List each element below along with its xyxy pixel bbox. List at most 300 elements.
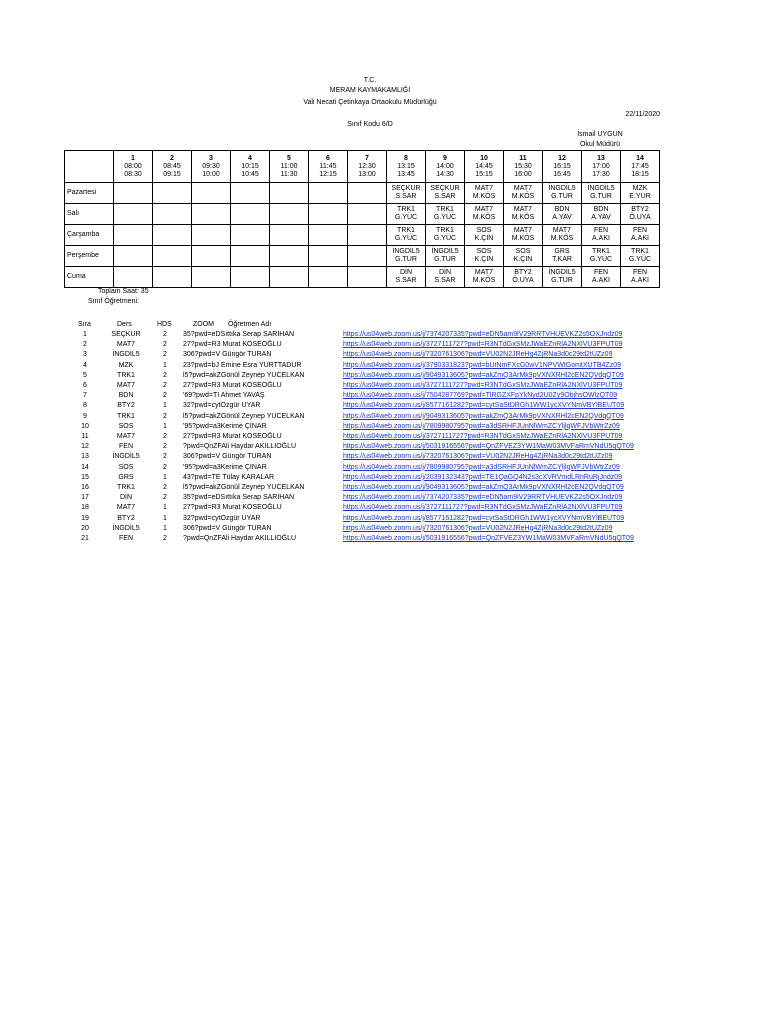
- period-num: 9: [443, 154, 447, 162]
- lesson-cell: [504, 183, 543, 204]
- lesson-teacher: E.YUR: [629, 193, 651, 200]
- lesson-cell: [309, 267, 348, 288]
- row-hours: 2: [163, 371, 167, 379]
- row-number: 6: [83, 382, 87, 389]
- row-zoom-teacher: l5?pwd=akZGönül Zeynep YÜCELKAN: [183, 371, 305, 379]
- row-number: 11: [81, 433, 89, 440]
- lesson-cell: [387, 183, 426, 204]
- lesson-code: TRK1: [397, 227, 415, 234]
- lesson-code: FEN: [594, 227, 608, 234]
- row-hours: 2: [163, 382, 167, 389]
- zoom-link[interactable]: https://us04web.zoom.us/j/7809980795?pwd=a3dSRHFJUnNlWmZCYljlqWFJVbWtrZz09: [343, 463, 620, 471]
- lesson-code: BDN: [593, 206, 609, 213]
- lesson-cell: [621, 183, 660, 204]
- lesson-code: TRK1: [436, 206, 454, 213]
- row-zoom-teacher: 27?pwd=R3 Murat KÖSEOĞLU: [183, 433, 282, 440]
- zoom-link[interactable]: https://us04web.zoom.us/j/3727111727?pwd=R3NTdGxSMzJWaEZnRlA2NXlVU3FPUT09: [343, 382, 623, 389]
- lesson-code: İNGDİL5: [587, 185, 615, 192]
- period-start: 10:15: [241, 162, 259, 170]
- zoom-link[interactable]: https://us04web.zoom.us/j/7320761306?pwd=VU02N2JReHg4ZjRNa3d0c29td2tUZz09: [343, 453, 613, 461]
- period-end: 18:15: [631, 170, 649, 178]
- row-hours: 1: [163, 402, 167, 410]
- day-name: Çarşamba: [65, 225, 114, 246]
- lesson-teacher: K.ÇIN: [513, 256, 533, 263]
- lesson-cell: [543, 204, 582, 225]
- lesson-cell: [465, 183, 504, 204]
- row-lesson: FEN: [119, 443, 133, 451]
- lesson-teacher: S.SAR: [395, 193, 417, 200]
- zoom-link[interactable]: https://us04web.zoom.us/j/3790331823?pwd=bUtNmFXcG0wV1NPVWtGomtXUTB4Zz09: [343, 361, 621, 369]
- row-hours: 1: [163, 514, 167, 522]
- row-lesson: MAT7: [116, 382, 136, 389]
- lesson-code: MAT7: [552, 227, 572, 234]
- row-zoom-teacher: 306?pwd=V Güngör TURAN: [183, 351, 272, 359]
- lesson-code: FEN: [594, 269, 608, 276]
- lesson-cell: [543, 225, 582, 246]
- row-number: 17: [81, 494, 89, 502]
- zoom-link[interactable]: https://us04web.zoom.us/j/9049313605?pwd=akZmQ3ArMk9pVXNXRHl2cEN2QVdqQT09: [343, 371, 624, 379]
- col-header-sira: Sıra: [78, 321, 91, 328]
- row-number: 20: [81, 524, 89, 532]
- row-number: 9: [83, 412, 87, 420]
- lesson-code: İNGDİL5: [392, 248, 420, 255]
- lesson-teacher: G.YÜC: [589, 256, 613, 263]
- period-num: 1: [131, 154, 135, 162]
- lesson-code: MAT7: [474, 206, 494, 213]
- row-lesson: GRS: [118, 473, 134, 481]
- lesson-code: DİN: [438, 269, 452, 276]
- period-header: [387, 151, 426, 183]
- lesson-teacher: A.AKI: [592, 277, 610, 284]
- period-start: 14:00: [436, 162, 454, 170]
- lesson-teacher: K.ÇIN: [474, 256, 494, 263]
- row-number: 8: [83, 402, 87, 410]
- lesson-cell: [504, 246, 543, 267]
- list-item: [0, 350, 768, 360]
- lesson-cell: [114, 246, 153, 267]
- lesson-teacher: G.TUR: [551, 193, 573, 200]
- header-tc: T.C.: [363, 77, 377, 84]
- period-start: 17:45: [631, 162, 649, 170]
- row-lesson: TRK1: [117, 371, 135, 379]
- lesson-code: TRK1: [397, 206, 415, 213]
- lesson-code: FEN: [633, 269, 647, 276]
- zoom-link[interactable]: https://us04web.zoom.us/j/7374207335?pwd=eDN5am9lV29RRTVHUEVKZ2s5OXJndz09: [343, 331, 623, 338]
- period-start: 11:00: [280, 162, 298, 170]
- lesson-cell: [192, 225, 231, 246]
- class-teacher-label: Sınıf Öğretmeni:: [88, 298, 139, 305]
- lesson-cell: [621, 204, 660, 225]
- zoom-link[interactable]: https://us04web.zoom.us/j/7320761306?pwd=VU02N2JReHg4ZjRNa3d0c29td2tUZz09: [343, 351, 613, 359]
- row-lesson: MAT7: [116, 341, 136, 349]
- row-zoom-teacher: '95?pwd=a3Kerime ÇINAR: [183, 422, 267, 430]
- list-item: [0, 330, 768, 340]
- lesson-teacher: M.KÖS: [472, 277, 496, 284]
- row-number: 2: [83, 341, 87, 349]
- row-lesson: MAT7: [116, 433, 136, 440]
- zoom-link[interactable]: https://us04web.zoom.us/j/7809980795?pwd=a3dSRHFJUnNlWmZCYljlqWFJVbWtrZz09: [343, 422, 620, 430]
- list-item: [0, 524, 768, 534]
- row-zoom-teacher: 27?pwd=R3 Murat KÖSEOĞLU: [183, 341, 282, 349]
- period-num: 10: [480, 154, 488, 162]
- row-number: 15: [81, 473, 89, 481]
- period-start: 14:45: [475, 162, 493, 170]
- period-num: 5: [287, 154, 291, 162]
- lesson-cell: [231, 204, 270, 225]
- lesson-cell: [582, 225, 621, 246]
- lesson-teacher: G.YÜC: [394, 235, 418, 242]
- lesson-cell: [543, 183, 582, 204]
- lesson-cell: [387, 246, 426, 267]
- lesson-cell: [231, 183, 270, 204]
- lesson-code: TRK1: [631, 248, 649, 255]
- period-end: 16:00: [514, 170, 532, 178]
- day-name: Cuma: [65, 267, 114, 288]
- lesson-code: SEÇKUR: [430, 185, 460, 192]
- row-lesson: BDN: [118, 392, 134, 400]
- lesson-teacher: T.KAR: [552, 256, 572, 263]
- zoom-link[interactable]: https://us04web.zoom.us/j/9049313605?pwd=akZmQ3ArMk9pVXNXRHl2cEN2QVdqQT09: [343, 412, 624, 420]
- lesson-code: MAT7: [513, 185, 533, 192]
- row-zoom-teacher: 43?pwd=TE Tülay KARALAR: [183, 473, 275, 481]
- lesson-code: BTY2: [514, 269, 532, 276]
- period-end: 13:45: [397, 170, 415, 178]
- period-num: 8: [404, 154, 408, 162]
- lesson-cell: [504, 267, 543, 288]
- row-number: 4: [83, 361, 87, 369]
- list-item: [0, 473, 768, 483]
- period-num: 7: [365, 154, 369, 162]
- lesson-teacher: Ö.UYA: [629, 214, 651, 221]
- document-date: 22/11/2020: [625, 111, 660, 118]
- lesson-teacher: M.KÖS: [472, 193, 496, 200]
- period-header: [543, 151, 582, 183]
- lesson-teacher: M.KÖS: [511, 193, 535, 200]
- list-item: [0, 514, 768, 524]
- period-start: 16:15: [553, 162, 571, 170]
- row-number: 12: [81, 443, 89, 451]
- lesson-code: MAT7: [513, 227, 533, 234]
- col-header-zoom: ZOOM: [193, 321, 214, 328]
- row-hours: 2: [163, 443, 167, 451]
- lesson-teacher: A.YAV: [552, 214, 572, 221]
- lesson-cell: [270, 183, 309, 204]
- lesson-code: SEÇKUR: [391, 185, 421, 192]
- row-hours: 2: [163, 392, 167, 400]
- period-num: 13: [597, 154, 605, 162]
- lesson-cell: [309, 183, 348, 204]
- row-hours: 2: [163, 463, 167, 471]
- row-hours: 1: [163, 504, 167, 512]
- lesson-cell: [114, 267, 153, 288]
- row-hours: 2: [163, 351, 167, 359]
- period-end: 16:45: [553, 170, 571, 178]
- row-lesson: BTY2: [117, 402, 135, 410]
- row-lesson: İNGDİL5: [112, 524, 140, 532]
- lesson-teacher: G.TUR: [395, 256, 417, 263]
- corner-cell: [65, 151, 114, 183]
- zoom-link[interactable]: https://us04web.zoom.us/j/7320761306?pwd=VU02N2JReHg4ZjRNa3d0c29td2tUZz09: [343, 524, 613, 532]
- period-end: 13:00: [358, 170, 376, 178]
- period-start: 09:30: [202, 162, 220, 170]
- row-lesson: TRK1: [117, 484, 135, 491]
- lesson-cell: [192, 267, 231, 288]
- list-item: [0, 412, 768, 422]
- zoom-link[interactable]: https://us04web.zoom.us/j/2039132343?pwd=TE1QaGQ4N2s3cXVRVmdLRnRuRjJndz09: [343, 473, 623, 481]
- row-number: 14: [81, 463, 89, 471]
- col-header-teacher: Öğretmen Adı: [228, 321, 272, 328]
- day-name: Salı: [65, 204, 114, 225]
- lesson-cell: [114, 225, 153, 246]
- day-row: [65, 204, 660, 225]
- period-start: 12:30: [358, 162, 376, 170]
- lesson-cell: [348, 225, 387, 246]
- lesson-cell: [348, 246, 387, 267]
- zoom-link[interactable]: https://us04web.zoom.us/j/7374207335?pwd=eDN5am9lV29RRTVHUEVKZ2s5OXJndz09: [343, 494, 623, 502]
- zoom-link[interactable]: https://us04web.zoom.us/j/3727111727?pwd=R3NTdGxSMzJWaEZnRlA2NXlVU3FPUT09: [343, 504, 623, 512]
- row-number: 13: [81, 453, 89, 461]
- lesson-code: DİN: [399, 269, 413, 276]
- row-lesson: FEN: [119, 535, 133, 542]
- list-item: [0, 452, 768, 462]
- lesson-cell: [114, 183, 153, 204]
- lesson-cell: [231, 225, 270, 246]
- day-row: [65, 183, 660, 204]
- row-lesson: İNGDİL5: [112, 453, 140, 461]
- lesson-code: MZK: [632, 185, 648, 192]
- lesson-teacher: G.YÜC: [433, 235, 457, 242]
- period-header: [114, 151, 153, 183]
- list-item: [0, 381, 768, 391]
- lesson-cell: [309, 246, 348, 267]
- row-hours: 2: [163, 433, 167, 440]
- lesson-cell: [387, 225, 426, 246]
- col-header-ders: Ders: [117, 321, 132, 328]
- lesson-teacher: S.SAR: [434, 193, 456, 200]
- lesson-teacher: S.SAR: [395, 277, 417, 284]
- lesson-teacher: K.ÇIN: [474, 235, 494, 242]
- lesson-code: BDN: [554, 206, 570, 213]
- lesson-cell: [426, 183, 465, 204]
- list-item: [0, 361, 768, 371]
- lesson-cell: [465, 225, 504, 246]
- period-header: [621, 151, 660, 183]
- row-lesson: MAT7: [116, 504, 136, 512]
- lesson-code: İNGDİL5: [548, 269, 576, 276]
- zoom-link[interactable]: https://us04web.zoom.us/j/8577161282?pwd=cytSaStDRGh1WW1ycXVYNmVBYlBEUT09: [343, 402, 625, 410]
- period-num: 2: [170, 154, 174, 162]
- row-zoom-teacher: l5?pwd=akZGönül Zeynep YÜCELKAN: [183, 412, 305, 420]
- period-start: 13:15: [397, 162, 415, 170]
- row-number: 1: [83, 331, 87, 338]
- list-item: [0, 340, 768, 350]
- zoom-link[interactable]: https://us04web.zoom.us/j/3727111727?pwd=R3NTdGxSMzJWaEZnRlA2NXlVU3FPUT09: [343, 341, 623, 349]
- lesson-cell: [582, 204, 621, 225]
- lesson-teacher: M.KÖS: [550, 235, 574, 242]
- row-number: 21: [81, 535, 89, 542]
- header-school: Vali Necati Çetinkaya Ortaokulu Müdürlüğü: [303, 99, 437, 106]
- row-number: 3: [83, 351, 87, 359]
- lesson-cell: [348, 183, 387, 204]
- zoom-link[interactable]: https://us04web.zoom.us/j/5031916556?pwd=QnZFVEZ3YW1MaW03MVFaRmVNdU5qQT09: [343, 443, 634, 451]
- row-hours: 2: [163, 331, 167, 338]
- lesson-teacher: A.YAV: [591, 214, 611, 221]
- lesson-code: İNGDİL5: [548, 185, 576, 192]
- lesson-teacher: G.YÜC: [394, 214, 418, 221]
- lesson-code: SOS: [476, 248, 492, 255]
- row-hours: 1: [163, 473, 167, 481]
- row-number: 18: [81, 504, 89, 512]
- row-zoom-teacher: 35?pwd=eDSıttıka Serap SARIHAN: [183, 331, 295, 338]
- day-row: [65, 246, 660, 267]
- period-end: 11:30: [280, 170, 298, 178]
- row-zoom-teacher: 27?pwd=R3 Murat KÖSEOĞLU: [183, 504, 282, 512]
- row-zoom-teacher: l5?pwd=akZGönül Zeynep YÜCELKAN: [183, 484, 305, 491]
- lesson-code: SOS: [515, 248, 531, 255]
- lesson-cell: [348, 204, 387, 225]
- lesson-teacher: Ö.UYA: [512, 277, 534, 284]
- lesson-cell: [192, 183, 231, 204]
- day-row: [65, 267, 660, 288]
- day-row: [65, 225, 660, 246]
- period-num: 11: [519, 154, 527, 162]
- period-end: 17:30: [592, 170, 610, 178]
- row-lesson: DİN: [119, 494, 133, 502]
- class-code: Sınıf Kodu 6/D: [347, 121, 393, 128]
- lesson-cell: [582, 267, 621, 288]
- lesson-teacher: G.TUR: [551, 277, 573, 284]
- lesson-teacher: M.KÖS: [511, 235, 535, 242]
- period-header: [192, 151, 231, 183]
- lesson-code: BTY2: [631, 206, 649, 213]
- row-lesson: SOS: [118, 463, 134, 471]
- period-end: 08:30: [124, 170, 142, 178]
- period-start: 15:30: [514, 162, 532, 170]
- timetable: [64, 150, 660, 288]
- lesson-teacher: A.AKI: [631, 277, 649, 284]
- list-item: [0, 442, 768, 452]
- period-header: [504, 151, 543, 183]
- lesson-cell: [426, 246, 465, 267]
- period-num: 14: [636, 154, 644, 162]
- day-name: Pazartesi: [65, 183, 114, 204]
- lesson-cell: [270, 225, 309, 246]
- period-header: [582, 151, 621, 183]
- lesson-teacher: G.TUR: [434, 256, 456, 263]
- lesson-code: İNGDİL5: [431, 248, 459, 255]
- lesson-cell: [270, 204, 309, 225]
- row-number: 16: [81, 484, 89, 491]
- list-item: [0, 493, 768, 503]
- period-start: 11:45: [319, 162, 337, 170]
- lesson-teacher: A.AKI: [592, 235, 610, 242]
- lesson-cell: [231, 246, 270, 267]
- lesson-teacher: M.KÖS: [511, 214, 535, 221]
- zoom-link[interactable]: https://us04web.zoom.us/j/7504287769?pwd=TlRGZXFpYkNyd2U0Zy9ObjhsOWlzQT09: [343, 392, 618, 400]
- period-header: [426, 151, 465, 183]
- row-lesson: TRK1: [117, 412, 135, 420]
- period-header: [465, 151, 504, 183]
- lesson-cell: [465, 246, 504, 267]
- row-zoom-teacher: ?pwd=QnZFAli Haydar AKILLIOĞLU: [183, 535, 297, 542]
- period-header: [348, 151, 387, 183]
- row-number: 7: [83, 392, 87, 400]
- period-end: 14:30: [436, 170, 454, 178]
- lesson-code: MAT7: [474, 185, 494, 192]
- lesson-cell: [582, 183, 621, 204]
- period-start: 08:00: [124, 162, 142, 170]
- lesson-cell: [153, 267, 192, 288]
- lesson-cell: [153, 225, 192, 246]
- lesson-cell: [543, 246, 582, 267]
- lesson-cell: [426, 204, 465, 225]
- total-hours: Toplam Saat: 35: [98, 288, 149, 295]
- row-zoom-teacher: ?pwd=QnZFAli Haydar AKILLIOĞLU: [183, 443, 297, 451]
- zoom-link[interactable]: https://us04web.zoom.us/j/8577161282?pwd=cytSaStDRGh1WW1ycXVYNmVBYlBEUT09: [343, 514, 625, 522]
- zoom-link[interactable]: https://us04web.zoom.us/j/3727111727?pwd=R3NTdGxSMzJWaEZnRlA2NXlVU3FPUT09: [343, 433, 623, 440]
- lesson-cell: [387, 204, 426, 225]
- row-zoom-teacher: '95?pwd=a3Kerime ÇINAR: [183, 463, 267, 471]
- lesson-cell: [309, 225, 348, 246]
- row-hours: 2: [163, 341, 167, 349]
- row-zoom-teacher: 27?pwd=R3 Murat KÖSEOĞLU: [183, 382, 282, 389]
- lesson-cell: [426, 225, 465, 246]
- period-start: 17:00: [592, 162, 610, 170]
- lesson-cell: [621, 246, 660, 267]
- row-zoom-teacher: 35?pwd=eDSıttıka Serap SARIHAN: [183, 494, 295, 502]
- lesson-code: MAT7: [474, 269, 494, 276]
- lesson-cell: [309, 204, 348, 225]
- lesson-cell: [465, 204, 504, 225]
- row-number: 19: [81, 514, 89, 522]
- row-hours: 1: [163, 524, 167, 532]
- lesson-cell: [426, 267, 465, 288]
- row-lesson: SEÇKUR: [111, 331, 141, 338]
- period-end: 10:45: [241, 170, 259, 178]
- lesson-cell: [270, 246, 309, 267]
- row-zoom-teacher: 306?pwd=V Güngör TURAN: [183, 524, 272, 532]
- list-item: [0, 463, 768, 473]
- list-item: [0, 432, 768, 442]
- period-end: 09:15: [163, 170, 181, 178]
- period-num: 4: [248, 154, 252, 162]
- row-lesson: SOS: [118, 422, 134, 430]
- zoom-link[interactable]: https://us04web.zoom.us/j/9049313605?pwd=akZmQ3ArMk9pVXNXRHl2cEN2QVdqQT09: [343, 484, 624, 491]
- lesson-cell: [153, 204, 192, 225]
- zoom-link[interactable]: https://us04web.zoom.us/j/5031916556?pwd=QnZFVEZ3YW1MaW03MVFaRmVNdU5qQT09: [343, 535, 634, 542]
- period-header: [270, 151, 309, 183]
- lesson-cell: [153, 246, 192, 267]
- row-number: 5: [83, 371, 87, 379]
- list-item: [0, 534, 768, 544]
- lesson-cell: [504, 204, 543, 225]
- principal-title: Okul Müdürü: [579, 141, 621, 148]
- period-end: 15:15: [475, 170, 493, 178]
- lesson-cell: [504, 225, 543, 246]
- period-header: [231, 151, 270, 183]
- period-num: 3: [209, 154, 213, 162]
- row-zoom-teacher: 23?pwd=bJ Emine Esra YURTTADUR: [183, 361, 302, 369]
- lesson-code: MAT7: [513, 206, 533, 213]
- period-num: 12: [558, 154, 566, 162]
- list-item: [0, 391, 768, 401]
- row-hours: 2: [163, 453, 167, 461]
- row-hours: 2: [163, 494, 167, 502]
- row-lesson: İNGDİL5: [112, 351, 140, 359]
- list-item: [0, 371, 768, 381]
- lesson-cell: [621, 225, 660, 246]
- list-item: [0, 503, 768, 513]
